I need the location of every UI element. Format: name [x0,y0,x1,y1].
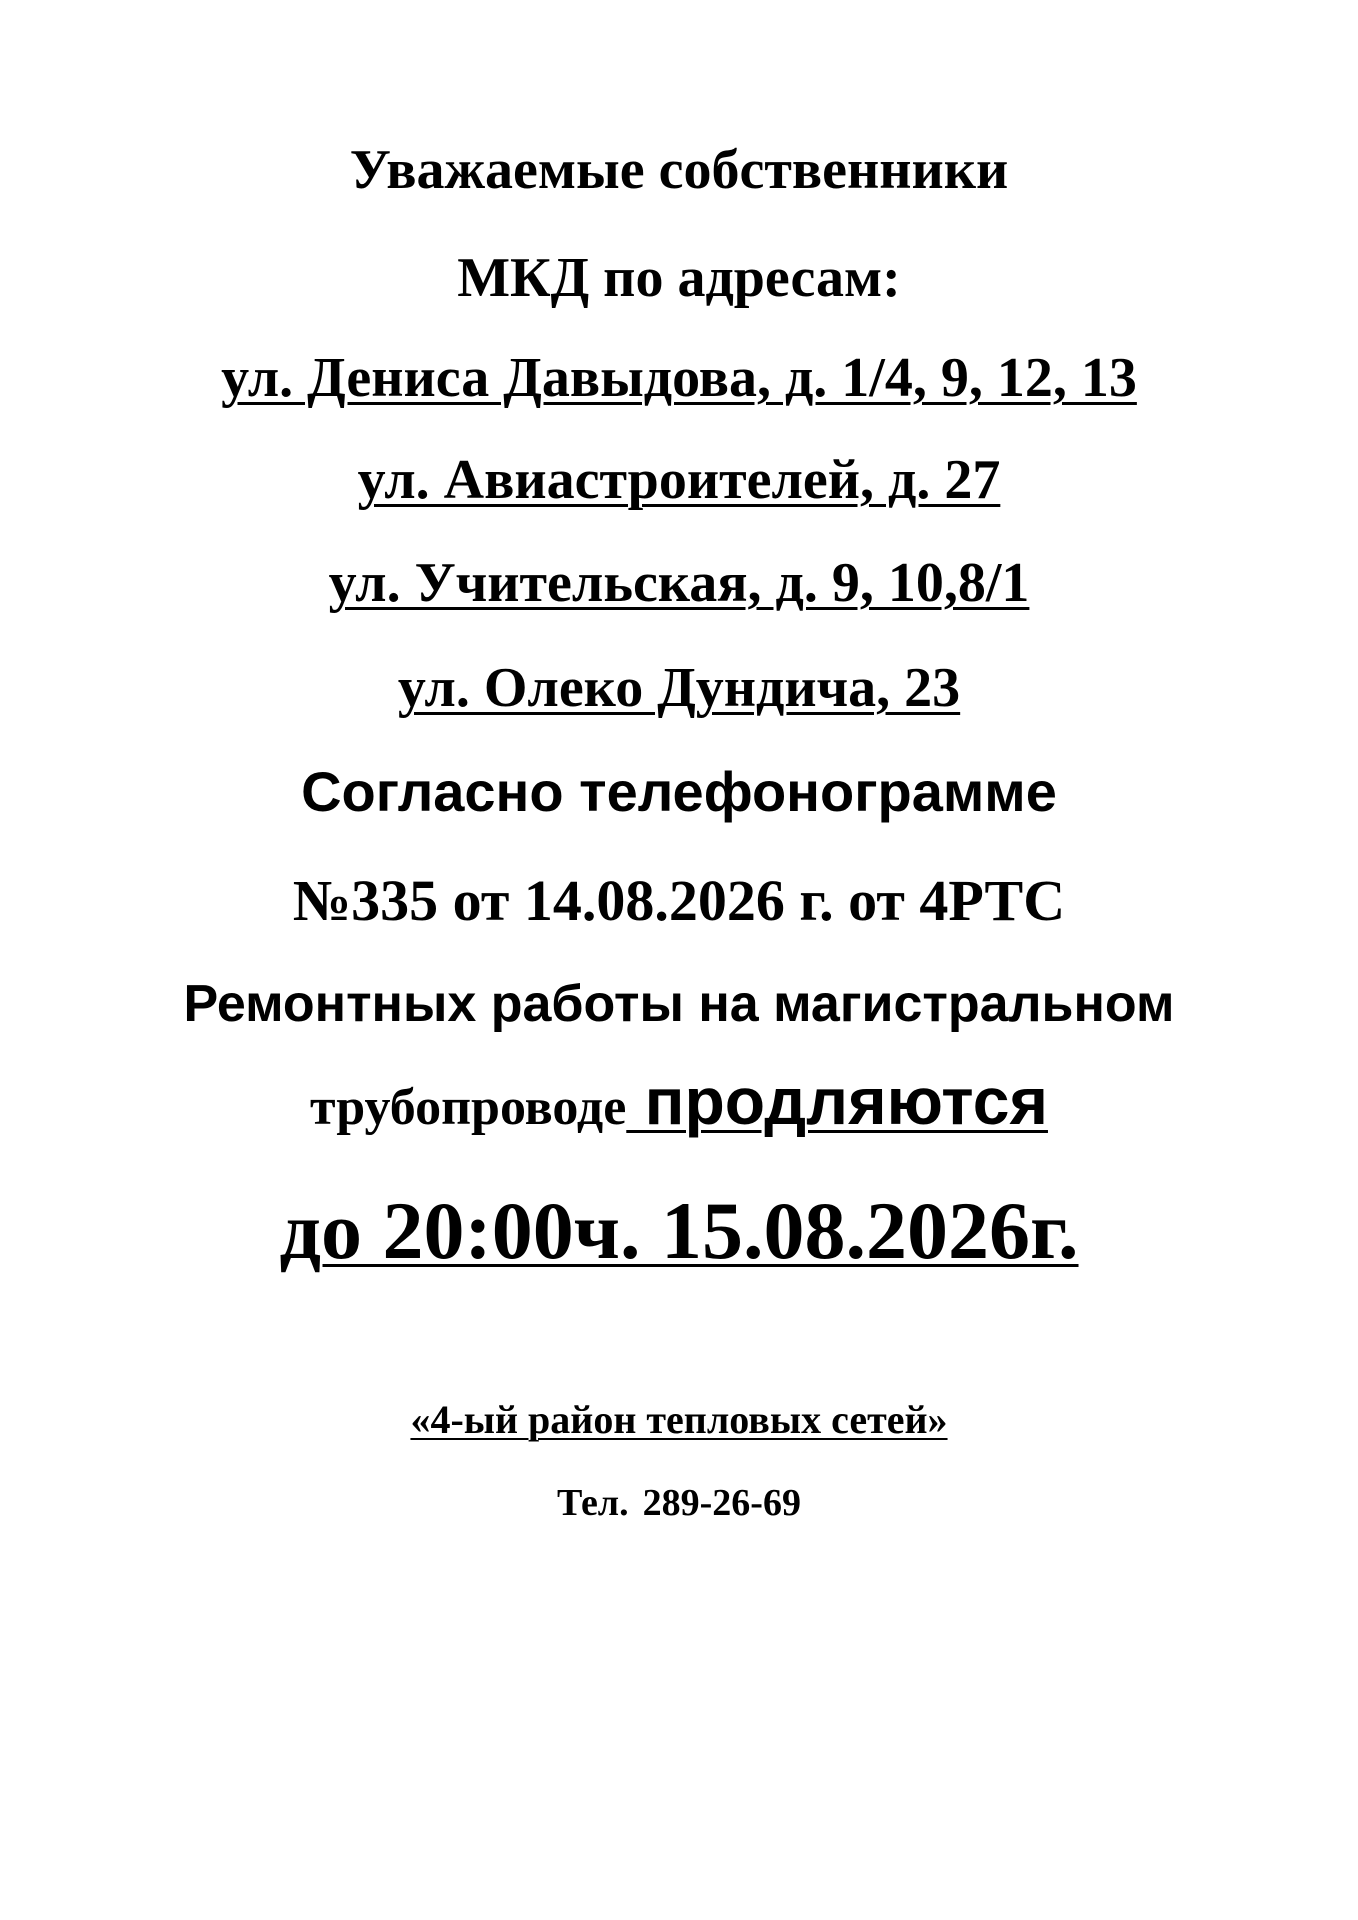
telephonogram-reference: №335 от 14.08.2026 г. от 4РТС [292,868,1066,933]
extended-emphasis: продляются [626,1064,1048,1138]
organization-line [0,1397,1358,1442]
addresses-subtitle: МКД по адресам: [457,247,901,309]
work-extension-line [0,1064,1358,1138]
address-text: ул. Дениса Давыдова, д. 1/4, 9, 12, 13 [221,347,1137,409]
address-line [0,657,1358,719]
greeting-heading: Уважаемые собственники [349,139,1009,201]
phone-number: 289-26-69 [642,1482,801,1524]
deadline-text: до 20:00ч. 15.08.2026г. [279,1185,1079,1276]
deadline-line [0,1185,1358,1276]
pipeline-word: трубопроводе [310,1079,627,1136]
organization-name: «4-ый район тепловых сетей» [410,1397,948,1442]
address-text: ул. Авиастроителей, д. 27 [357,449,1001,511]
phone-line [0,1484,1358,1522]
address-line [0,449,1358,511]
basis-line: Согласно телефонограмме [301,760,1057,823]
address-text: ул. Учительская, д. 9, 10,8/1 [328,552,1030,614]
phone-label: Тел. [557,1482,629,1524]
address-line [0,552,1358,614]
work-description: Ремонтных работы на магистральном [183,975,1175,1033]
address-text: ул. Олеко Дундича, 23 [397,657,961,719]
address-line [0,347,1358,409]
